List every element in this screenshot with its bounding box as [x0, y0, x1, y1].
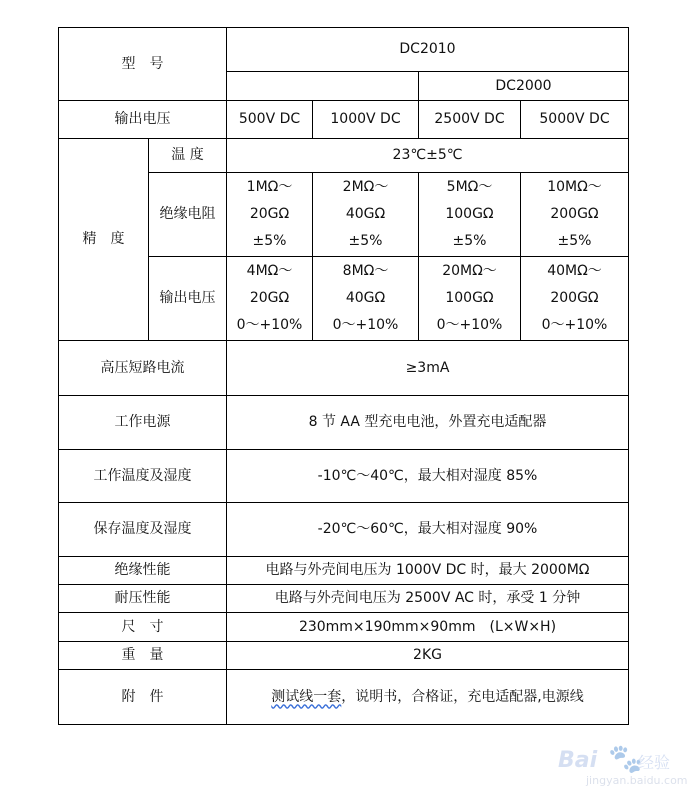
model-dc2000: DC2000 [419, 72, 629, 101]
short-circuit-value: ≥3mA [227, 341, 629, 396]
acc-output-max: 100GΩ [445, 290, 494, 307]
paw-icon: 🐾 [608, 742, 643, 775]
insulation-cell [227, 173, 313, 257]
spec-table [58, 27, 629, 725]
size-value: 230mm×190mm×90mm (L×W×H) [227, 613, 629, 642]
storage-temp-value: -20℃～60℃，最大相对湿度 90% [227, 503, 629, 557]
table-row [59, 396, 629, 450]
watermark-logo [548, 740, 688, 790]
watermark-brand: Bai [558, 748, 598, 773]
watermark-brand-cn: 经验 [638, 753, 671, 772]
acc-output-cell [521, 257, 629, 341]
insulation-min: 1MΩ～ [246, 178, 293, 195]
temperature-value: 23℃±5℃ [227, 139, 629, 173]
acc-output-tol: 0～+10% [436, 317, 503, 334]
table-row [59, 101, 629, 139]
empty-cell [227, 72, 419, 101]
accessories-label: 附 件 [59, 670, 227, 725]
voltage-cell: 2500V DC [419, 101, 521, 139]
acc-output-max: 200GΩ [550, 290, 599, 307]
insulation-max: 100GΩ [445, 206, 494, 223]
insulation-cell [419, 173, 521, 257]
acc-output-min: 8MΩ～ [342, 262, 389, 279]
insulation-label: 绝缘电阻 [149, 173, 227, 257]
acc-output-cell [313, 257, 419, 341]
withstand-label: 耐压性能 [59, 585, 227, 613]
weight-label: 重 量 [59, 642, 227, 670]
weight-value: 2KG [227, 642, 629, 670]
acc-output-tol: 0～+10% [236, 317, 303, 334]
insulation-max: 20GΩ [249, 206, 290, 223]
accessories-first: 测试线一套 [271, 688, 342, 705]
insulation-tol: ±5% [452, 233, 487, 250]
table-row [59, 503, 629, 557]
work-temp-label: 工作温度及湿度 [59, 450, 227, 503]
accessories-value [227, 670, 629, 725]
table-row [59, 642, 629, 670]
short-circuit-label: 高压短路电流 [59, 341, 227, 396]
table-row [59, 28, 629, 72]
insulation-max: 200GΩ [550, 206, 599, 223]
storage-temp-label: 保存温度及湿度 [59, 503, 227, 557]
power-label: 工作电源 [59, 396, 227, 450]
model-dc2010: DC2010 [227, 28, 629, 72]
table-row [59, 585, 629, 613]
insulation-perf-value: 电路与外壳间电压为 1000V DC 时，最大 2000MΩ [227, 557, 629, 585]
withstand-value: 电路与外壳间电压为 2500V AC 时，承受 1 分钟 [227, 585, 629, 613]
accuracy-label: 精 度 [59, 139, 149, 341]
voltage-cell: 1000V DC [313, 101, 419, 139]
voltage-cell: 500V DC [227, 101, 313, 139]
model-label: 型 号 [59, 28, 227, 101]
insulation-cell [521, 173, 629, 257]
insulation-cell [313, 173, 419, 257]
table-row [59, 341, 629, 396]
size-label: 尺 寸 [59, 613, 227, 642]
acc-output-cell [419, 257, 521, 341]
acc-output-min: 4MΩ～ [246, 262, 293, 279]
acc-output-tol: 0～+10% [541, 317, 608, 334]
temperature-label: 温 度 [149, 139, 227, 173]
insulation-tol: ±5% [557, 233, 592, 250]
table-row [59, 670, 629, 725]
acc-output-max: 20GΩ [249, 290, 290, 307]
insulation-max: 40GΩ [345, 206, 386, 223]
output-voltage-label: 输出电压 [59, 101, 227, 139]
insulation-min: 10MΩ～ [547, 178, 602, 195]
acc-output-min: 20MΩ～ [442, 262, 497, 279]
work-temp-value: -10℃～40℃，最大相对湿度 85% [227, 450, 629, 503]
table-row [59, 557, 629, 585]
table-row [59, 613, 629, 642]
table-row [59, 139, 629, 173]
watermark-url: jingyan.baidu.com [586, 774, 688, 787]
insulation-tol: ±5% [252, 233, 287, 250]
insulation-min: 5MΩ～ [446, 178, 493, 195]
accessories-rest: ，说明书，合格证，充电适配器,电源线 [341, 688, 584, 705]
insulation-perf-label: 绝缘性能 [59, 557, 227, 585]
voltage-cell: 5000V DC [521, 101, 629, 139]
acc-output-tol: 0～+10% [332, 317, 399, 334]
acc-output-max: 40GΩ [345, 290, 386, 307]
insulation-min: 2MΩ～ [342, 178, 389, 195]
insulation-tol: ±5% [348, 233, 383, 250]
acc-output-cell [227, 257, 313, 341]
table-row [59, 450, 629, 503]
power-value: 8 节 AA 型充电电池，外置充电适配器 [227, 396, 629, 450]
acc-output-voltage-label: 输出电压 [149, 257, 227, 341]
acc-output-min: 40MΩ～ [547, 262, 602, 279]
